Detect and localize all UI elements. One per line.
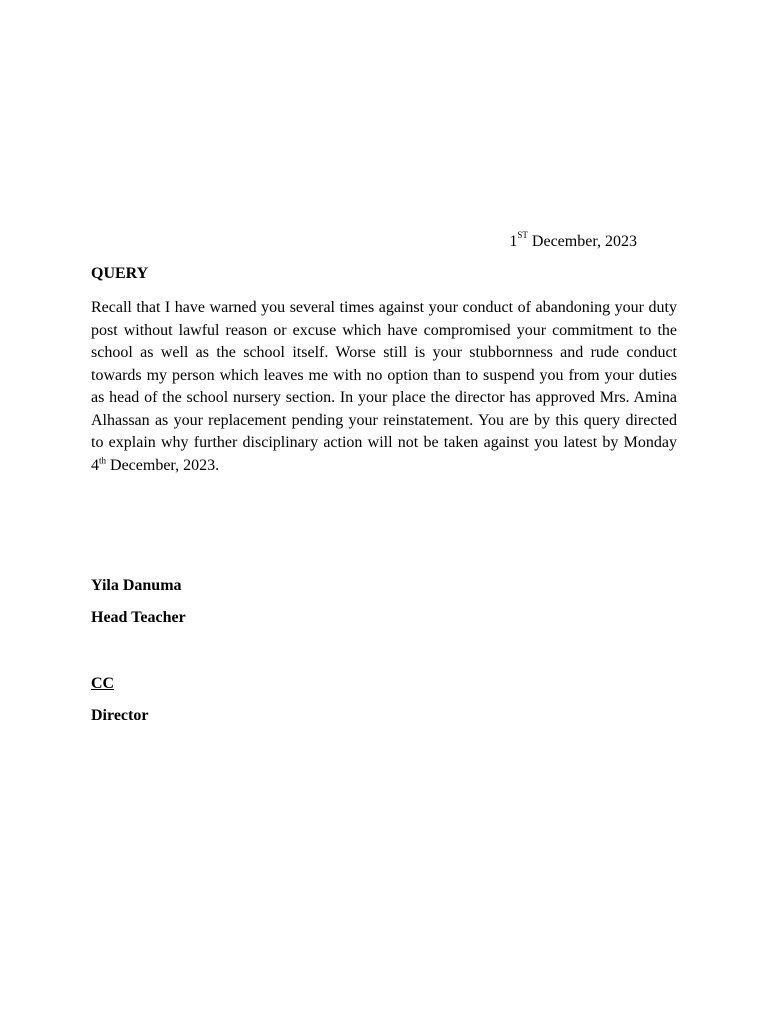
date-day-suffix: ST [517,229,528,240]
date-day: 1 [509,233,518,250]
body-superscript: th [99,455,107,466]
cc-recipient: Director [91,707,149,724]
signatory-title: Head Teacher [91,609,186,626]
letter-date [509,231,637,253]
letter-body [91,297,677,477]
letter-heading: QUERY [91,265,149,282]
date-rest: December, 2023 [527,233,637,250]
cc-label: CC [91,675,115,692]
signatory-name: Yila Danuma [91,577,182,594]
body-part-2: December, 2023. [106,456,220,474]
body-part-1: Recall that I have warned you several times against your conduct of abandoning your duty post without lawful reason or excuse which have compromised your commitment to the school as well as the school itself. Worse still is your stubbornness and rude conduct towards my person which leaves me with no option than to suspend you from your duties as head of the school nursery section. In your place the director has approved Mrs. Amina Alhassan as your replacement pending your reinstatement. You are by this query directed to explain why further disciplinary action will not be taken against you latest by Monday 4 [91,299,677,474]
